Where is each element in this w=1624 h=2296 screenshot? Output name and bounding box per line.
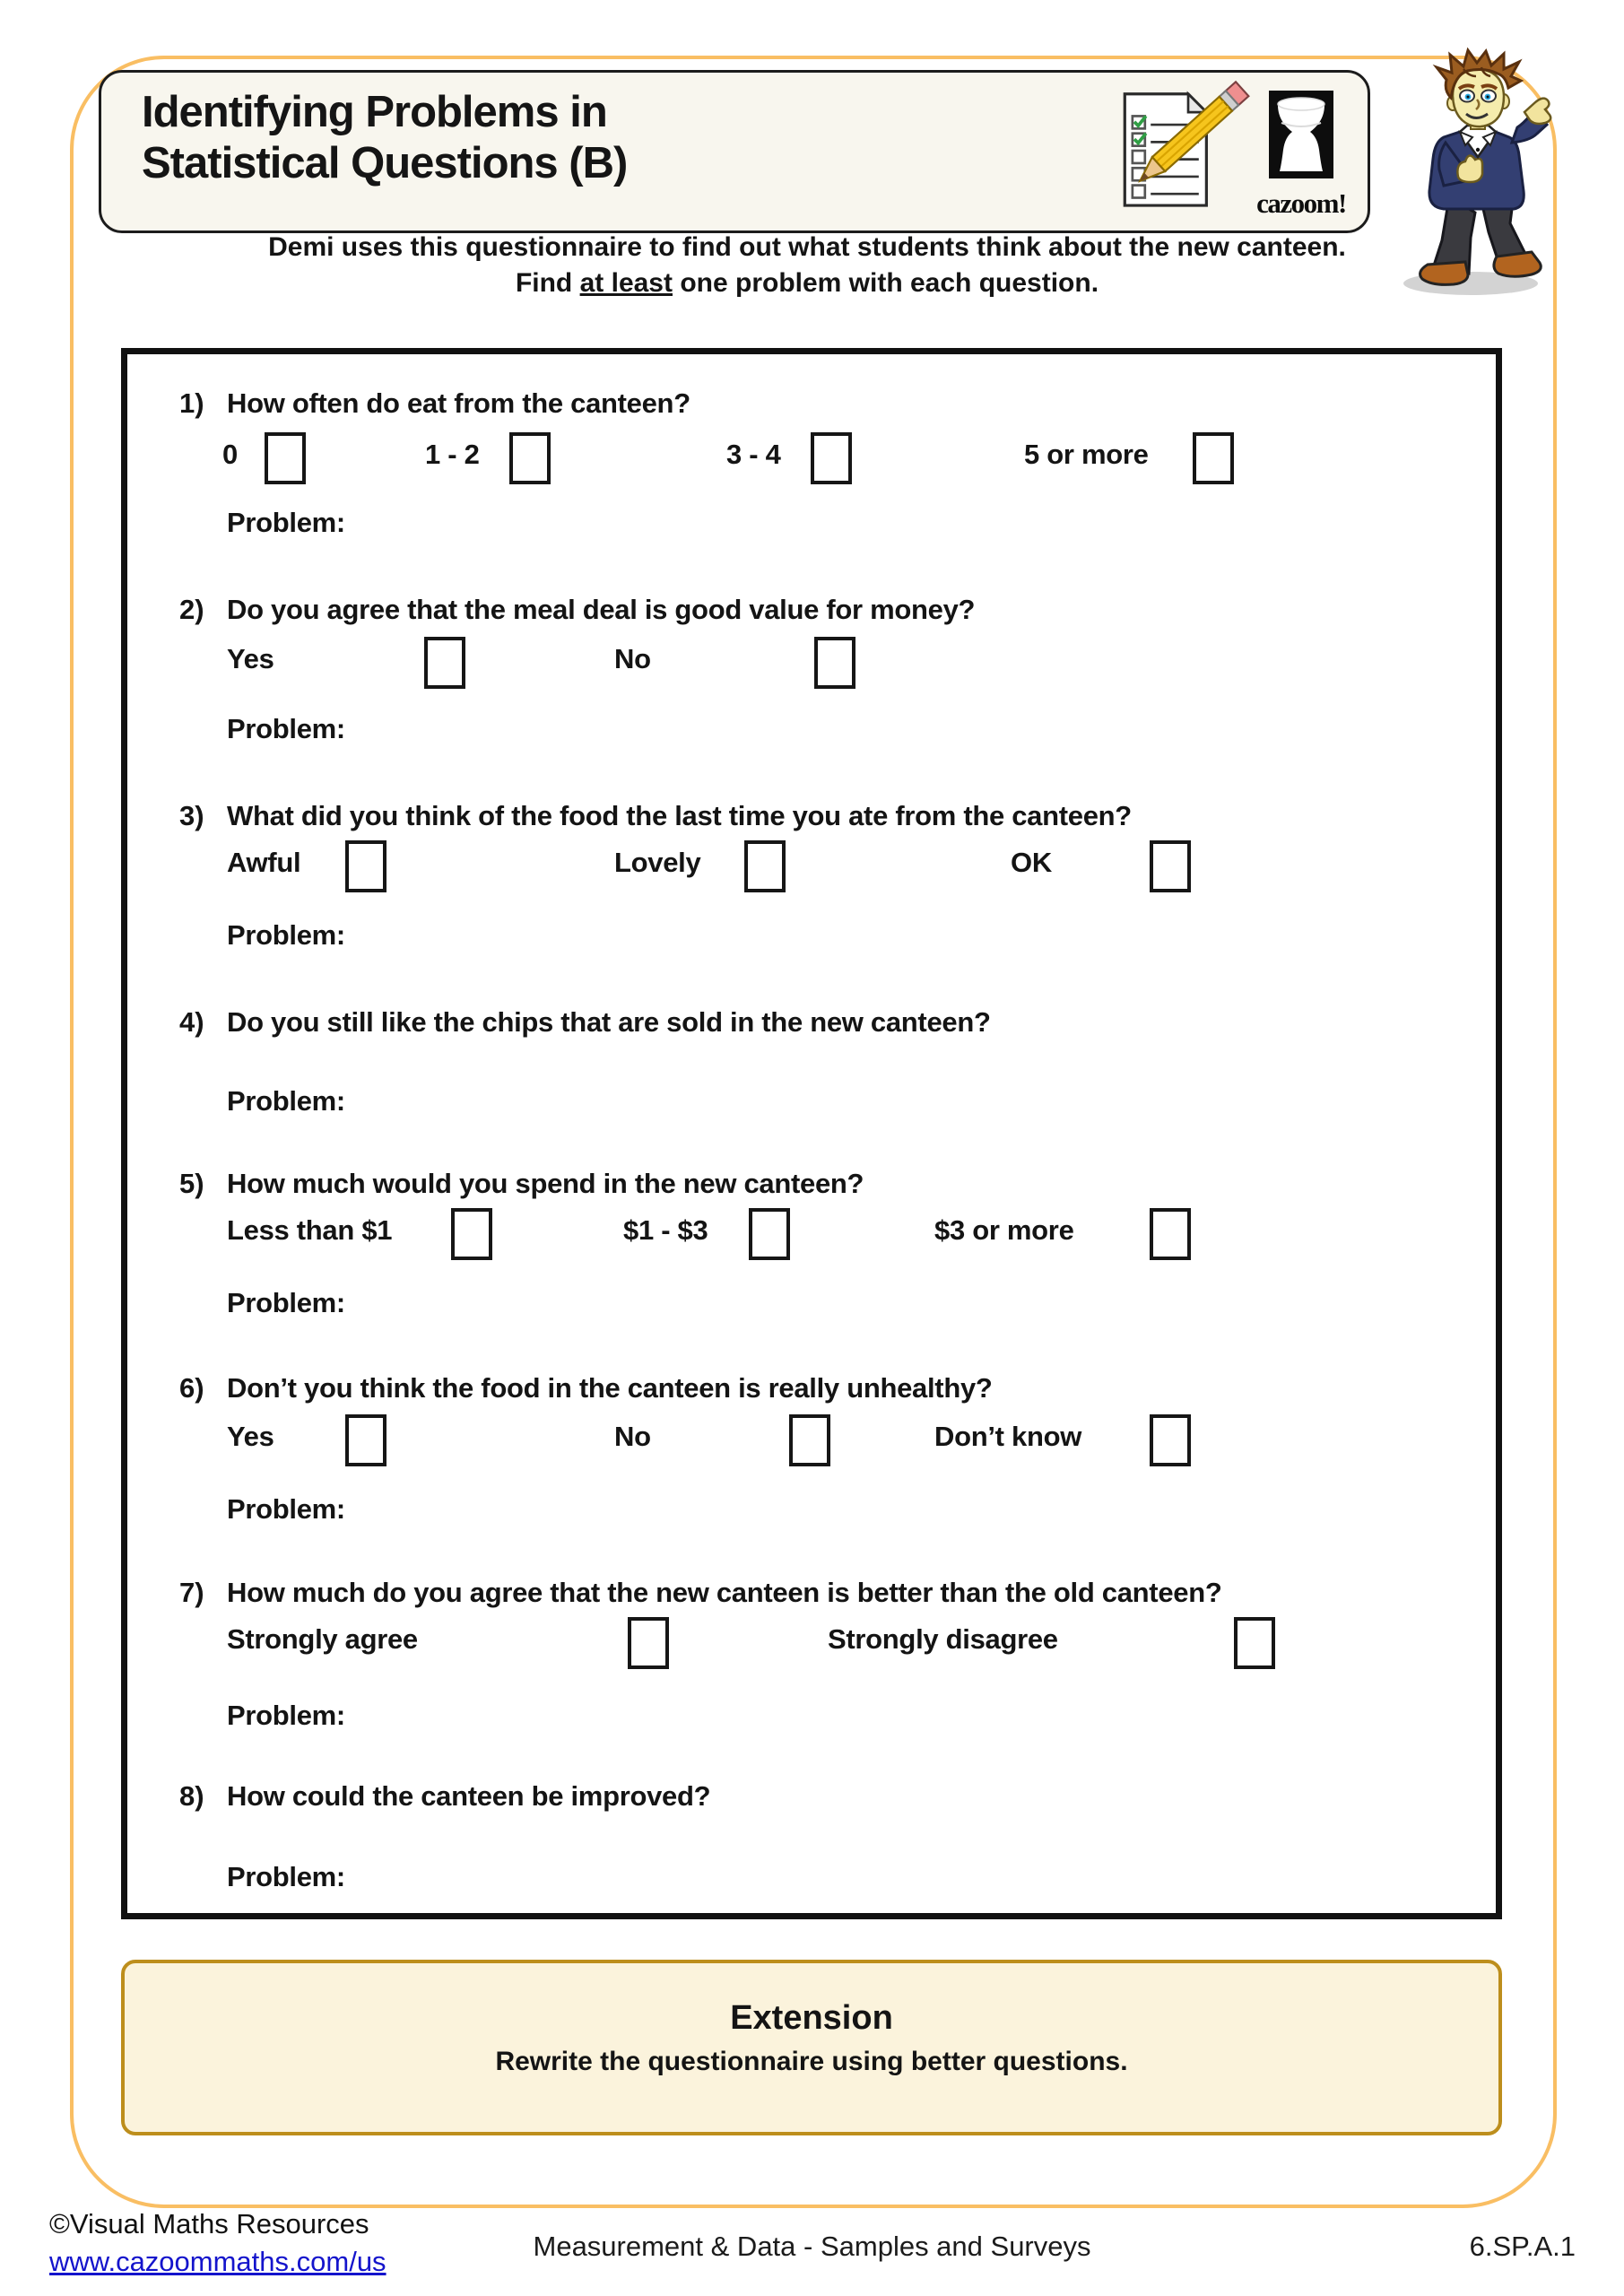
problem-label: Problem:: [227, 507, 345, 538]
option-label: Strongly agree: [227, 1623, 418, 1655]
option-label: No: [614, 1421, 651, 1452]
checkbox-q1-opt4[interactable]: [1193, 432, 1234, 484]
checklist-pencil-icon: [1107, 83, 1242, 218]
question-6-number: 6): [179, 1372, 204, 1404]
question-5-options: [127, 1208, 1496, 1255]
option-label: 3 - 4: [726, 439, 781, 470]
checkbox-q5-opt1[interactable]: [451, 1208, 492, 1260]
question-1-options: [127, 432, 1496, 479]
question-3-text: What did you think of the food the last time you ate from the canteen?: [227, 800, 1132, 831]
checkbox-q5-opt2[interactable]: [749, 1208, 790, 1260]
question-4-number: 4): [179, 1006, 204, 1038]
option-label: Don’t know: [934, 1421, 1082, 1452]
at-least-underlined: at least: [579, 268, 673, 298]
instruction-line2: Find at least one problem with each question.: [515, 268, 1099, 298]
option-label: 5 or more: [1024, 439, 1149, 470]
checkbox-q3-opt3[interactable]: [1150, 840, 1191, 892]
checkbox-q5-opt3[interactable]: [1150, 1208, 1191, 1260]
checkbox-q2-opt2[interactable]: [814, 637, 855, 689]
option-label: Strongly disagree: [828, 1623, 1058, 1655]
question-1-number: 1): [179, 387, 204, 419]
option-label: $1 - $3: [623, 1214, 708, 1246]
problem-label: Problem:: [227, 1287, 345, 1318]
question-4-problem: [127, 1085, 1496, 1132]
question-7-text: How much do you agree that the new canteen is better than the old canteen?: [227, 1577, 1222, 1608]
option-label: Yes: [227, 1421, 274, 1452]
question-8-problem: [127, 1861, 1496, 1908]
problem-label: Problem:: [227, 1493, 345, 1525]
question-7-number: 7): [179, 1577, 204, 1608]
question-1-text: How often do eat from the canteen?: [227, 387, 690, 419]
question-2-number: 2): [179, 594, 204, 625]
footer-topic: Measurement & Data - Samples and Surveys: [533, 2231, 1091, 2262]
option-label: 0: [222, 439, 238, 470]
checkbox-q3-opt2[interactable]: [744, 840, 786, 892]
checkbox-q1-opt2[interactable]: [509, 432, 551, 484]
option-label: No: [614, 643, 651, 674]
checkbox-q1-opt3[interactable]: [811, 432, 852, 484]
checkbox-q6-opt2[interactable]: [789, 1414, 830, 1466]
question-2-problem: [127, 713, 1496, 760]
checkbox-q6-opt1[interactable]: [345, 1414, 386, 1466]
question-8: [127, 1780, 1496, 1827]
extension-text: Rewrite the questionnaire using better questions.: [495, 2047, 1128, 2076]
logo-text: cazoom!: [1256, 187, 1346, 219]
instruction-line1: Demi uses this questionnaire to find out what students think about the new canteen.: [268, 232, 1346, 262]
option-label: Less than $1: [227, 1214, 393, 1246]
problem-label: Problem:: [227, 1085, 345, 1117]
title-box: [99, 70, 1370, 233]
question-2: [127, 594, 1496, 640]
question-5-text: How much would you spend in the new canteen?: [227, 1168, 864, 1199]
page-title-line2: Statistical Questions (B): [142, 139, 628, 187]
question-6-problem: [127, 1493, 1496, 1540]
question-7-options: [127, 1617, 1496, 1664]
cazoom-logo: [1247, 89, 1355, 220]
checkbox-q7-opt2[interactable]: [1234, 1617, 1275, 1669]
problem-label: Problem:: [227, 919, 345, 951]
footer-standard-code: 6.SP.A.1: [1469, 2231, 1576, 2262]
option-label: OK: [1011, 847, 1052, 878]
question-6-options: [127, 1414, 1496, 1461]
questionnaire-box: [121, 348, 1502, 1919]
footer-copyright: ©Visual Maths Resources: [49, 2208, 369, 2239]
question-1-problem: [127, 507, 1496, 553]
question-6-text: Don’t you think the food in the canteen is really unhealthy?: [227, 1372, 993, 1404]
option-label: Yes: [227, 643, 274, 674]
question-5-problem: [127, 1287, 1496, 1334]
option-label: Lovely: [614, 847, 701, 878]
question-3-options: [127, 840, 1496, 887]
problem-label: Problem:: [227, 1700, 345, 1731]
checkbox-q7-opt1[interactable]: [628, 1617, 669, 1669]
question-7-problem: [127, 1700, 1496, 1746]
extension-title: Extension: [730, 1999, 893, 2037]
question-6: [127, 1372, 1496, 1419]
question-8-text: How could the canteen be improved?: [227, 1780, 711, 1812]
question-1: [127, 387, 1496, 434]
problem-label: Problem:: [227, 1861, 345, 1892]
question-4: [127, 1006, 1496, 1053]
question-2-options: [127, 637, 1496, 683]
page-title: [142, 87, 627, 189]
option-label: 1 - 2: [425, 439, 480, 470]
instructions: [81, 230, 1533, 301]
option-label: $3 or more: [934, 1214, 1074, 1246]
cazoom-drum-icon: [1261, 89, 1342, 182]
question-5-number: 5): [179, 1168, 204, 1199]
problem-label: Problem:: [227, 713, 345, 744]
checkbox-q6-opt3[interactable]: [1150, 1414, 1191, 1466]
page-title-line1: Identifying Problems in: [142, 88, 607, 136]
extension-box: [121, 1960, 1502, 2135]
question-2-text: Do you agree that the meal deal is good value for money?: [227, 594, 976, 625]
checkbox-q1-opt1[interactable]: [265, 432, 306, 484]
footer-website-link[interactable]: www.cazoommaths.com/us: [49, 2246, 386, 2277]
question-8-number: 8): [179, 1780, 204, 1812]
option-label: Awful: [227, 847, 301, 878]
question-3-number: 3): [179, 800, 204, 831]
checkbox-q3-opt1[interactable]: [345, 840, 386, 892]
checkbox-q2-opt1[interactable]: [424, 637, 465, 689]
question-4-text: Do you still like the chips that are sold in the new canteen?: [227, 1006, 991, 1038]
question-3-problem: [127, 919, 1496, 966]
